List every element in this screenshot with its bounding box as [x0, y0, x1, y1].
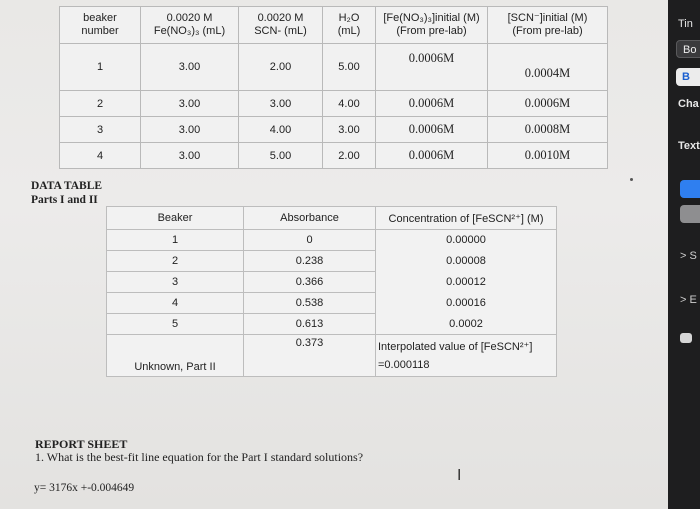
- cell-scn-initial: 0.0010M: [488, 143, 608, 169]
- right-side-panel: [668, 0, 700, 509]
- table-row: [60, 143, 608, 169]
- cell-concentration: 0.00016: [376, 293, 557, 314]
- cell-beaker: 3: [107, 272, 244, 293]
- cell-absorbance: 0.366: [244, 272, 376, 293]
- table-row: [60, 91, 608, 117]
- cell-fe-initial: 0.0006M: [376, 91, 488, 117]
- cell-scn-ml: 2.00: [239, 44, 323, 91]
- panel-button-bo[interactable]: Bo: [676, 40, 700, 58]
- cell-water-ml: 2.00: [323, 143, 376, 169]
- panel-blue-toggle[interactable]: [680, 180, 700, 198]
- cell-concentration: 0.00008: [376, 251, 557, 272]
- table-row: [107, 314, 557, 335]
- cell-beaker: 2: [60, 91, 141, 117]
- header-water-volume: H₂O (mL): [323, 7, 376, 44]
- panel-square-icon[interactable]: [680, 333, 692, 343]
- panel-item-cha[interactable]: Cha: [678, 98, 699, 110]
- cell-beaker: 1: [60, 44, 141, 91]
- cell-unknown-absorbance: 0.373: [244, 335, 376, 377]
- header-beaker: Beaker: [107, 207, 244, 230]
- report-title: REPORT SHEET: [35, 437, 128, 451]
- table-header-row: [60, 7, 608, 44]
- cell-beaker: 3: [60, 117, 141, 143]
- table-header-row: [107, 207, 557, 230]
- panel-item-tin[interactable]: Tin: [678, 18, 693, 30]
- cell-fe-ml: 3.00: [141, 44, 239, 91]
- cell-fe-ml: 3.00: [141, 91, 239, 117]
- unknown-row: [107, 335, 557, 377]
- cell-beaker: 1: [107, 230, 244, 251]
- cell-unknown-label: Unknown, Part II: [107, 335, 244, 377]
- cell-concentration: 0.0002: [376, 314, 557, 335]
- table-row: [107, 230, 557, 251]
- header-scn-volume: 0.0020 M SCN- (mL): [239, 7, 323, 44]
- cell-concentration: 0.00000: [376, 230, 557, 251]
- cell-fe-initial: 0.0006M: [376, 143, 488, 169]
- report-question: 1. What is the best-fit line equation for the Part I standard solutions?: [35, 450, 364, 464]
- panel-item-text[interactable]: Text: [678, 140, 700, 152]
- cell-beaker: 2: [107, 251, 244, 272]
- header-fe-initial: [Fe(NO₃)₃]initial (M) (From pre-lab): [376, 7, 488, 44]
- table-row: [107, 293, 557, 314]
- cell-scn-ml: 3.00: [239, 91, 323, 117]
- interpolated-value: =0.000118: [378, 358, 430, 371]
- cell-fe-ml: 3.00: [141, 143, 239, 169]
- report-sheet: [35, 438, 363, 464]
- table-row: [60, 44, 608, 91]
- cell-water-ml: 5.00: [323, 44, 376, 91]
- table-row: [60, 117, 608, 143]
- cell-beaker: 5: [107, 314, 244, 335]
- speck-mark: [630, 178, 633, 181]
- cell-scn-ml: 5.00: [239, 143, 323, 169]
- cell-scn-initial: 0.0006M: [488, 91, 608, 117]
- cell-concentration: 0.00012: [376, 272, 557, 293]
- cell-interpolated: [376, 335, 557, 377]
- cell-fe-initial: 0.0006M: [376, 44, 488, 91]
- cell-fe-ml: 3.00: [141, 117, 239, 143]
- cell-scn-initial: 0.0004M: [488, 44, 608, 91]
- chevron-right-icon[interactable]: > S: [680, 250, 697, 262]
- panel-button-b[interactable]: B: [676, 68, 700, 86]
- chevron-right-icon[interactable]: > E: [680, 294, 697, 306]
- text-cursor-icon: I: [457, 466, 462, 484]
- data-table-part1: [59, 6, 608, 169]
- table-row: [107, 251, 557, 272]
- cell-beaker: 4: [60, 143, 141, 169]
- data-table-part2: [106, 206, 557, 377]
- cell-scn-ml: 4.00: [239, 117, 323, 143]
- header-scn-initial: [SCN⁻]initial (M) (From pre-lab): [488, 7, 608, 44]
- header-absorbance: Absorbance: [244, 207, 376, 230]
- cell-absorbance: 0.613: [244, 314, 376, 335]
- header-beaker-number: beaker number: [60, 7, 141, 44]
- cell-water-ml: 3.00: [323, 117, 376, 143]
- cell-absorbance: 0: [244, 230, 376, 251]
- cell-scn-initial: 0.0008M: [488, 117, 608, 143]
- cell-beaker: 4: [107, 293, 244, 314]
- header-fe-volume: 0.0020 M Fe(NO₃)₃ (mL): [141, 7, 239, 44]
- cell-absorbance: 0.238: [244, 251, 376, 272]
- data-table-subtitle: Parts I and II: [31, 194, 98, 206]
- table-row: [107, 272, 557, 293]
- data-table-title: DATA TABLE: [31, 180, 103, 192]
- report-answer: y= 3176x +-0.004649: [34, 482, 135, 494]
- data-table-label: [31, 179, 102, 207]
- cell-water-ml: 4.00: [323, 91, 376, 117]
- cell-absorbance: 0.538: [244, 293, 376, 314]
- cell-fe-initial: 0.0006M: [376, 117, 488, 143]
- panel-gray-toggle[interactable]: [680, 205, 700, 223]
- header-concentration: Concentration of [FeSCN²⁺] (M): [376, 207, 557, 230]
- interpolated-label: Interpolated value of [FeSCN²⁺]: [378, 340, 533, 353]
